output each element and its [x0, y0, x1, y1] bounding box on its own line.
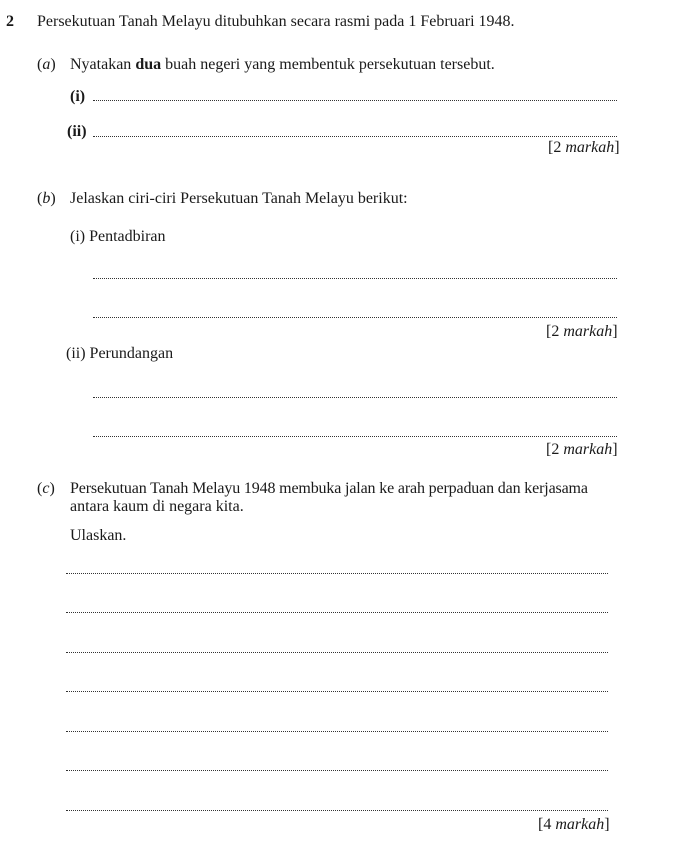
part-a-text-after: buah negeri yang membentuk persekutuan tersebut.: [161, 56, 495, 73]
part-a-prompt: [70, 56, 495, 74]
answer-line-b-ii-1[interactable]: [93, 397, 617, 398]
part-b-label: (b): [37, 190, 56, 207]
part-a-item-ii-label: (ii): [67, 123, 87, 140]
part-c-text-line2: antara kaum di negara kita.: [70, 498, 244, 515]
part-c-text-line1: Persekutuan Tanah Melayu 1948 membuka jalan ke arah perpaduan dan kerjasama: [70, 480, 588, 497]
part-c-letter: c: [42, 480, 50, 497]
answer-line-b-ii-2[interactable]: [93, 436, 617, 437]
part-c-label: (c): [37, 480, 55, 497]
answer-line-a-i[interactable]: [93, 100, 617, 101]
part-c-marks: [538, 816, 610, 834]
answer-line-c-3[interactable]: [66, 652, 608, 653]
part-b-sub-i-label: (i) Pentadbiran: [70, 228, 166, 245]
part-a-marks: [548, 139, 620, 157]
part-b-letter: b: [42, 190, 51, 207]
answer-line-c-6[interactable]: [66, 770, 608, 771]
answer-line-c-7[interactable]: [66, 810, 608, 811]
answer-line-a-ii[interactable]: [93, 136, 617, 137]
part-b-i-marks: [546, 323, 618, 341]
answer-line-b-i-2[interactable]: [93, 317, 617, 318]
part-b-i-marks-open: [2: [546, 323, 564, 340]
part-b-ii-marks-open: [2: [546, 441, 564, 458]
part-c-marks-close: ]: [604, 816, 610, 833]
answer-line-c-2[interactable]: [66, 612, 608, 613]
part-b-ii-marks-close: ]: [612, 441, 618, 458]
part-a-letter: a: [42, 56, 51, 73]
part-b-i-marks-close: ]: [612, 323, 618, 340]
answer-line-c-4[interactable]: [66, 691, 608, 692]
answer-line-c-1[interactable]: [66, 573, 608, 574]
part-a-marks-word: markah: [565, 139, 615, 156]
part-c-marks-word: markah: [555, 816, 605, 833]
question-stem: Persekutuan Tanah Melayu ditubuhkan secara rasmi pada 1 Februari 1948.: [37, 13, 515, 30]
part-a-marks-close: ]: [614, 139, 620, 156]
part-a-label: (a): [37, 56, 56, 73]
part-a-item-i-label: (i): [70, 88, 86, 105]
part-b-prompt: Jelaskan ciri-ciri Persekutuan Tanah Melayu berikut:: [70, 190, 408, 207]
part-b-i-marks-word: markah: [563, 323, 613, 340]
question-number: 2: [6, 13, 14, 30]
answer-line-c-5[interactable]: [66, 731, 608, 732]
answer-line-b-i-1[interactable]: [93, 278, 617, 279]
part-c-marks-open: [4: [538, 816, 556, 833]
part-b-ii-marks-word: markah: [563, 441, 613, 458]
part-a-text-bold: dua: [135, 56, 162, 73]
part-b-ii-marks: [546, 441, 618, 459]
part-a-marks-open: [2: [548, 139, 566, 156]
part-a-text-before: Nyatakan: [70, 56, 136, 73]
part-c-prompt: Ulaskan.: [70, 527, 127, 544]
part-b-sub-ii-label: (ii) Perundangan: [66, 345, 174, 362]
